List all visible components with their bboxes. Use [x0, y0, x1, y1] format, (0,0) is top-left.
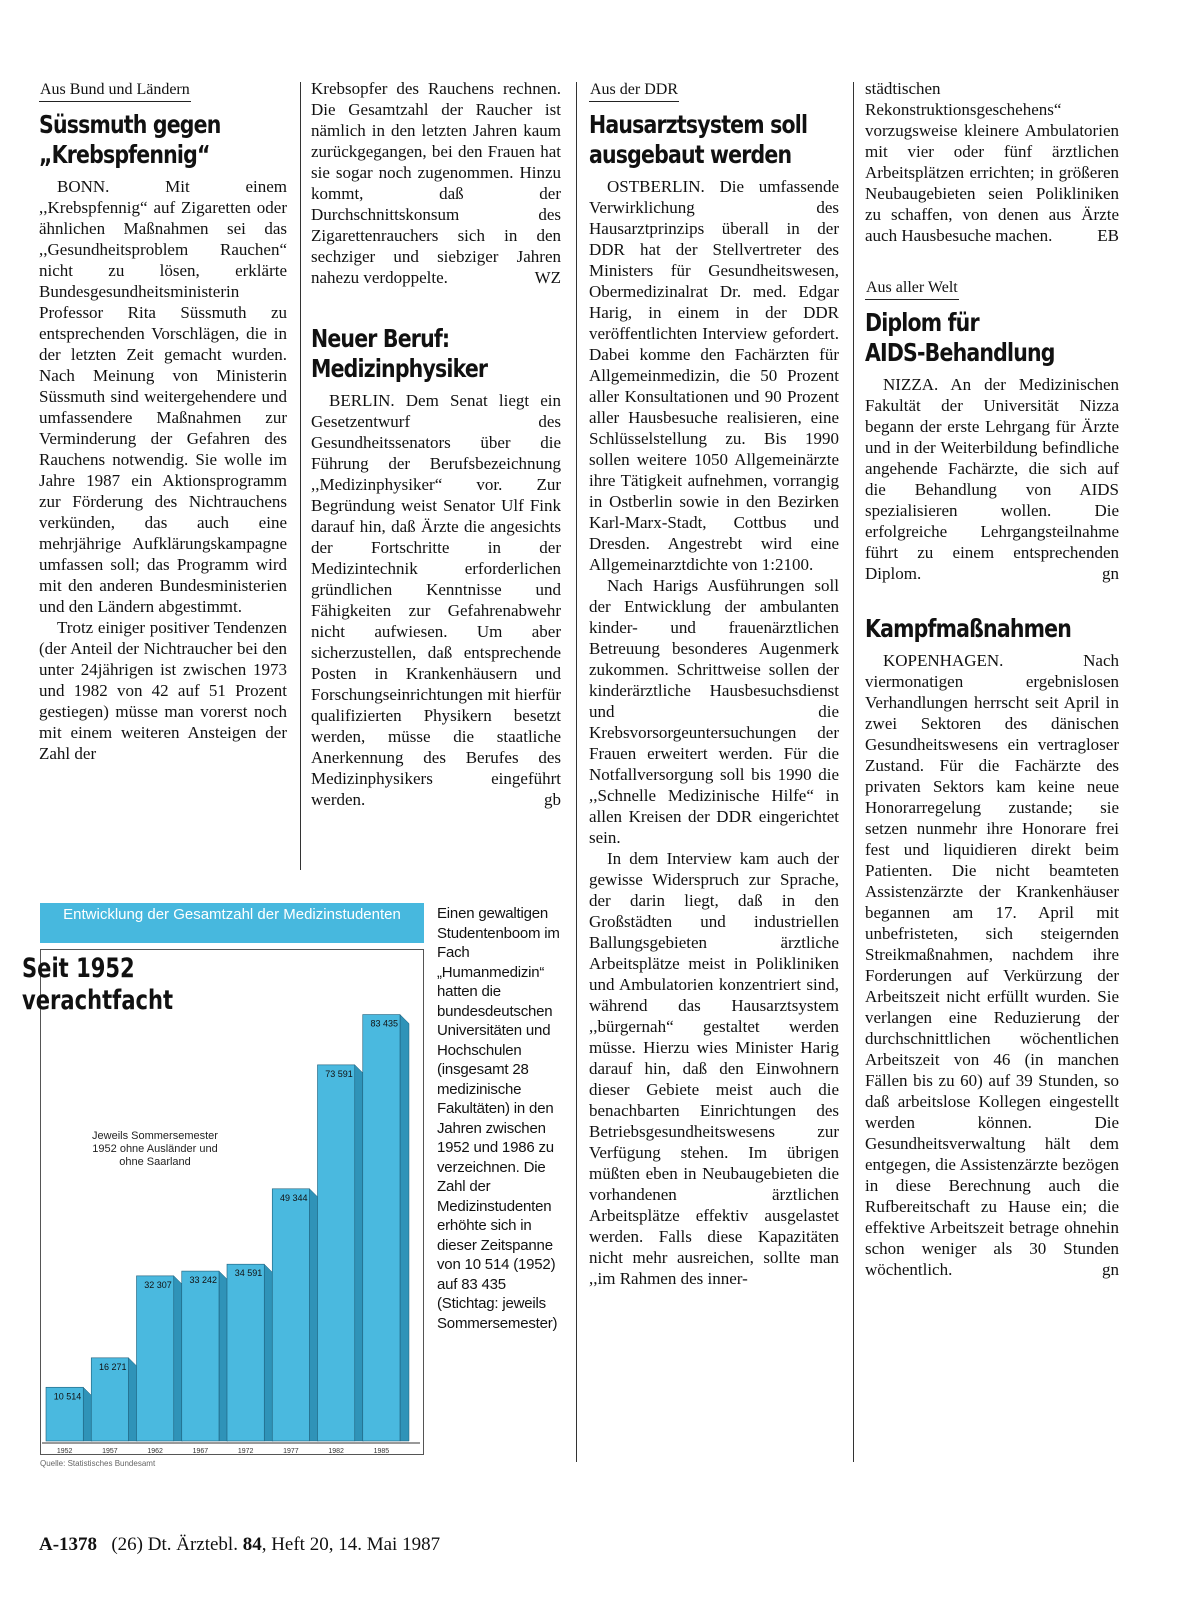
- x-tick-label: 1962: [147, 1448, 163, 1455]
- article-medizinphysiker: [311, 78, 561, 810]
- bar: [227, 1264, 264, 1441]
- x-tick-label: 1977: [283, 1448, 299, 1455]
- bar-value-label: 83 435: [370, 1018, 398, 1029]
- bar-value-label: 32 307: [144, 1279, 172, 1290]
- headline: Süssmuth gegen „Krebspfennig“: [39, 110, 221, 169]
- paragraph: In dem Interview kam auch der gewisse Widerspruch zur Sprache, der darin liegt, daß in den Großstädten und industriellen Ballungsgebieten ärztliche Arbeitsplätze meist in Polikliniken und Ambulatorien konzentriert sind, während das Hausarztsystem ,,bürgernah“ gestaltet werden müsse. Hierzu wies Minister Harig darauf hin, daß den Einwohnern dieser Gebiete meist auch die benachbarten Einrichtungen des Betriebsgesundheitswesens zur Verfügung stehen. Im übrigen müßten eben in Neubaugebieten die vorhandenen ärztlichen Arbeitsplätze effektiv ausgelastet werden. Falls diese Kapazitäten nicht mehr ausreichen, sollte man ,,im Rahmen des inner-: [589, 849, 839, 1288]
- bar: [363, 1015, 400, 1441]
- bar-side: [83, 1387, 92, 1441]
- bar-value-label: 33 242: [189, 1275, 217, 1286]
- bar-value-label: 10 514: [53, 1391, 82, 1402]
- paragraph-continued: städtischen Rekonstruktionsgeschehens“ vorzugsweise kleinere Ambulatorien mit vier oder fünf ärztlichen Arbeitsplätzen errichten; in größeren Neubaugebieten seien Polikliniken zu schaffen, von denen aus Ärzte auch Hausbesuche machen. EB: [865, 79, 1119, 245]
- x-tick-label: 1982: [328, 1448, 344, 1455]
- x-tick-label: 1952: [56, 1448, 73, 1455]
- paragraph-continued: Krebsopfer des Rauchens rechnen. Die Gesamtzahl der Raucher ist nämlich in den letzten Jahren kaum zurückgegangen, bei den Frauen hat sie sogar noch zugenommen. Hinzu kommt, daß der Durchschnittskonsum des Zigarettenrauchers sich in den sechziger und siebziger Jahren nahezu verdoppelte. WZ: [311, 79, 561, 287]
- page-footer: A-1378 (26) Dt. Ärztebl. 84, Heft 20, 14. Mai 1987: [39, 1534, 441, 1555]
- author-signature: gn: [1102, 564, 1119, 583]
- paragraph: BONN. Mit einem ,,Krebspfennig“ auf Zigaretten oder ähnlichen Maßnahmen sei das ,,Gesundheitsproblem Rauchen“ nicht zu lösen, erklärte Bundesgesundheitsministerin Professor Rita Süssmuth zu entsprechenden Vorschlägen, die in der letzten Zeit gemacht wurden. Nach Meinung von Ministerin Süssmuth sind weitergehendere und umfassendere Maßnahmen zur Verminderung der Gefahren des Rauchens notwendig. Sie wolle im Jahre 1987 ein Aktionsprogramm zur Förderung des Nichtrauchens verkünden, das auch eine mehrjährige Aufklärungskampagne umfassen soll; das Programm wird mit den anderen Bundesministerien und den Ländern abgestimmt.: [39, 177, 287, 616]
- author-signature: WZ: [534, 268, 561, 287]
- chart-caption: Einen gewaltigen Studentenboom im Fach „Humanmedizin“ hatten die bundesdeutschen Universitäten und Hochschulen (insgesamt 28 medizinische Fakultäten) in den Jahren zwischen 1952 und 1986 zu verzeichnen. Die Zahl der Medizinstudenten erhöhte sich in dieser Zeitspanne von 10 514 (1952) auf 83 435 (Stichtag: jeweils Sommersemester): [437, 905, 560, 1332]
- bar-side: [355, 1065, 364, 1441]
- paragraph: NIZZA. An der Medizinischen Fakultät der Universität Nizza begann der erste Lehrgang für Ärzte und in der Weiterbildung befindliche angehende Fachärzte, die sich auf die Behandlung von AIDS spezialisieren wollen. Die erfolgreiche Lehrgangsteilnahme führt zu einem entsprechenden Diplom. gn: [865, 375, 1119, 583]
- x-tick-label: 1972: [237, 1448, 254, 1455]
- chart-title: Entwicklung der Gesamtzahl der Medizinstudenten: [40, 903, 424, 943]
- column-4: [865, 78, 1119, 1280]
- paragraph: KOPENHAGEN. Nach viermonatigen ergebnislosen Verhandlungen herrscht seit April in zwei Sektoren des dänischen Gesundheitswesens ein vertragloser Zustand. Für die Fachärzte des privaten Sektors kam keine neue Honorarregelung zustande; sie setzen nunmehr ihre Honorare frei fest und liquidieren direkt beim Patienten. Die nicht beamteten Assistenzärzte der Krankenhäuser begannen am 17. April mit unbefristeten, sich steigernden Streikmaßnahmen, nachdem ihre Forderungen auf Verkürzung der Arbeitszeit nicht erfüllt wurden. Sie verlangen eine Reduzierung der durchschnittlichen wöchentlichen Arbeitszeit von 46 (in manchen Fällen bis zu 60) auf 39 Stunden, so daß arbeitslose Kollegen eingestellt werden können. Die Gesundheitsverwaltung hält dem entgegen, die Assistenzärzte bezögen in diese Berechnung auch die Rufbereitschaft zu Hause ein; die effektive Arbeitszeit betrage ohnehin schon weniger als 30 Stunden wöchentlich. gn: [865, 651, 1119, 1279]
- bar-side: [400, 1015, 409, 1441]
- chart-source: Quelle: Statistisches Bundesamt: [40, 1459, 156, 1468]
- bar-value-label: 16 271: [98, 1361, 127, 1372]
- page-number: A-1378: [39, 1534, 98, 1555]
- paragraph: OSTBERLIN. Die umfassende Verwirklichung des Hausarztprinzips überall in der DDR hat der Stellvertreter des Ministers für Gesundheitswesen, Obermedizinalrat Dr. med. Edgar Harig, in einem in der DDR veröffentlichten Interview gefordert. Dabei komme den Fachärzten für Allgemeinmedizin, die 50 Prozent aller Konsultationen und 90 Prozent aller Hausbesuche realisieren, eine Schlüsselstellung zu. Bis 1990 sollen weitere 1050 Allgemeinärzte ihre Tätigkeit aufnehmen, vorrangig in Ostberlin sowie in den Bezirken Karl-Marx-Stadt, Cottbus und Dresden. Angestrebt wird eine Allgemeinarztdichte von 1:2100.: [589, 177, 839, 574]
- headline-kampfmassnahmen: Kampfmaßnahmen: [865, 614, 1072, 643]
- bar: [318, 1065, 355, 1441]
- bar-side: [310, 1189, 319, 1441]
- x-tick-label: 1967: [192, 1448, 209, 1455]
- author-signature: EB: [1097, 226, 1119, 245]
- bar: [137, 1276, 174, 1441]
- article-hausarztsystem: [589, 78, 839, 1289]
- headline: Neuer Beruf: Medizinphysiker: [311, 324, 488, 383]
- paragraph: BERLIN. Dem Senat liegt ein Gesetzentwurf des Gesundheitssenators über die Führung der Berufsbezeichnung ,,Medizinphysiker“ vor. Zur Begründung weist Senator Ulf Fink darauf hin, daß Ärzte die angesichts der Fortschritte in der Medizintechnik erforderlichen gründlichen Kenntnisse und Fähigkeiten zur Gefahrenabwehr nicht aufwiesen. Um aber sicherzustellen, daß entsprechende Posten in Krankenhäusern und Forschungseinrichtungen mit hierfür qualifizierten Physikern besetzt werden, müsse die staatliche Anerkennung des Berufes des Medizinphysikers eingeführt werden. gb: [311, 391, 561, 809]
- bar-side: [174, 1276, 183, 1441]
- bar-value-label: 34 591: [234, 1268, 263, 1279]
- column-rule-2: [576, 82, 577, 1462]
- article-suessmuth: [39, 78, 287, 764]
- bar-side: [219, 1271, 228, 1441]
- rubric: Aus aller Welt: [865, 277, 959, 300]
- author-signature: gn: [1102, 1260, 1119, 1279]
- rubric: Aus der DDR: [589, 79, 679, 102]
- chart-headline: Seit 1952 verachtfacht: [22, 953, 174, 1016]
- column-rule-3: [853, 82, 854, 1462]
- headline: Hausarztsystem soll ausgebaut werden: [589, 110, 808, 169]
- bar-value-label: 73 591: [325, 1068, 353, 1079]
- rubric: Aus Bund und Ländern: [39, 79, 191, 102]
- author-signature: gb: [544, 790, 561, 809]
- chart-note: Jeweils Sommersemester 1952 ohne Ausländer und ohne Saarland: [92, 1130, 218, 1168]
- bar: [272, 1189, 309, 1441]
- paragraph: Nach Harigs Ausführungen soll der Entwicklung der ambulanten kinder- und frauenärztlichen Betreuung besonderes Augenmerk zukommen. Schrittweise sollen der kinderärztliche Hausbesuchsdienst und die Krebsvorsorgeuntersuchungen der Frauen erweitert werden. Für die Notfallversorgung soll bis 1990 die ,,Schnelle Medizinische Hilfe“ in allen Kreisen der DDR eingerichtet sein.: [589, 576, 839, 847]
- bar-side: [129, 1358, 138, 1441]
- x-tick-label: 1985: [373, 1448, 390, 1455]
- bar-value-label: 49 344: [279, 1192, 308, 1203]
- x-tick-label: 1957: [102, 1448, 118, 1455]
- bar-side: [264, 1264, 273, 1441]
- column-rule-1: [300, 82, 301, 870]
- bar: [182, 1271, 219, 1441]
- headline-aids: Diplom für AIDS-Behandlung: [865, 308, 1055, 367]
- paragraph: Trotz einiger positiver Tendenzen (der Anteil der Nichtraucher bei den unter 24jährigen ist zwischen 1973 und 1982 von 42 auf 51 Prozent gestiegen) müsse man vorerst noch mit einem weiteren Ansteigen der Zahl der: [39, 618, 287, 763]
